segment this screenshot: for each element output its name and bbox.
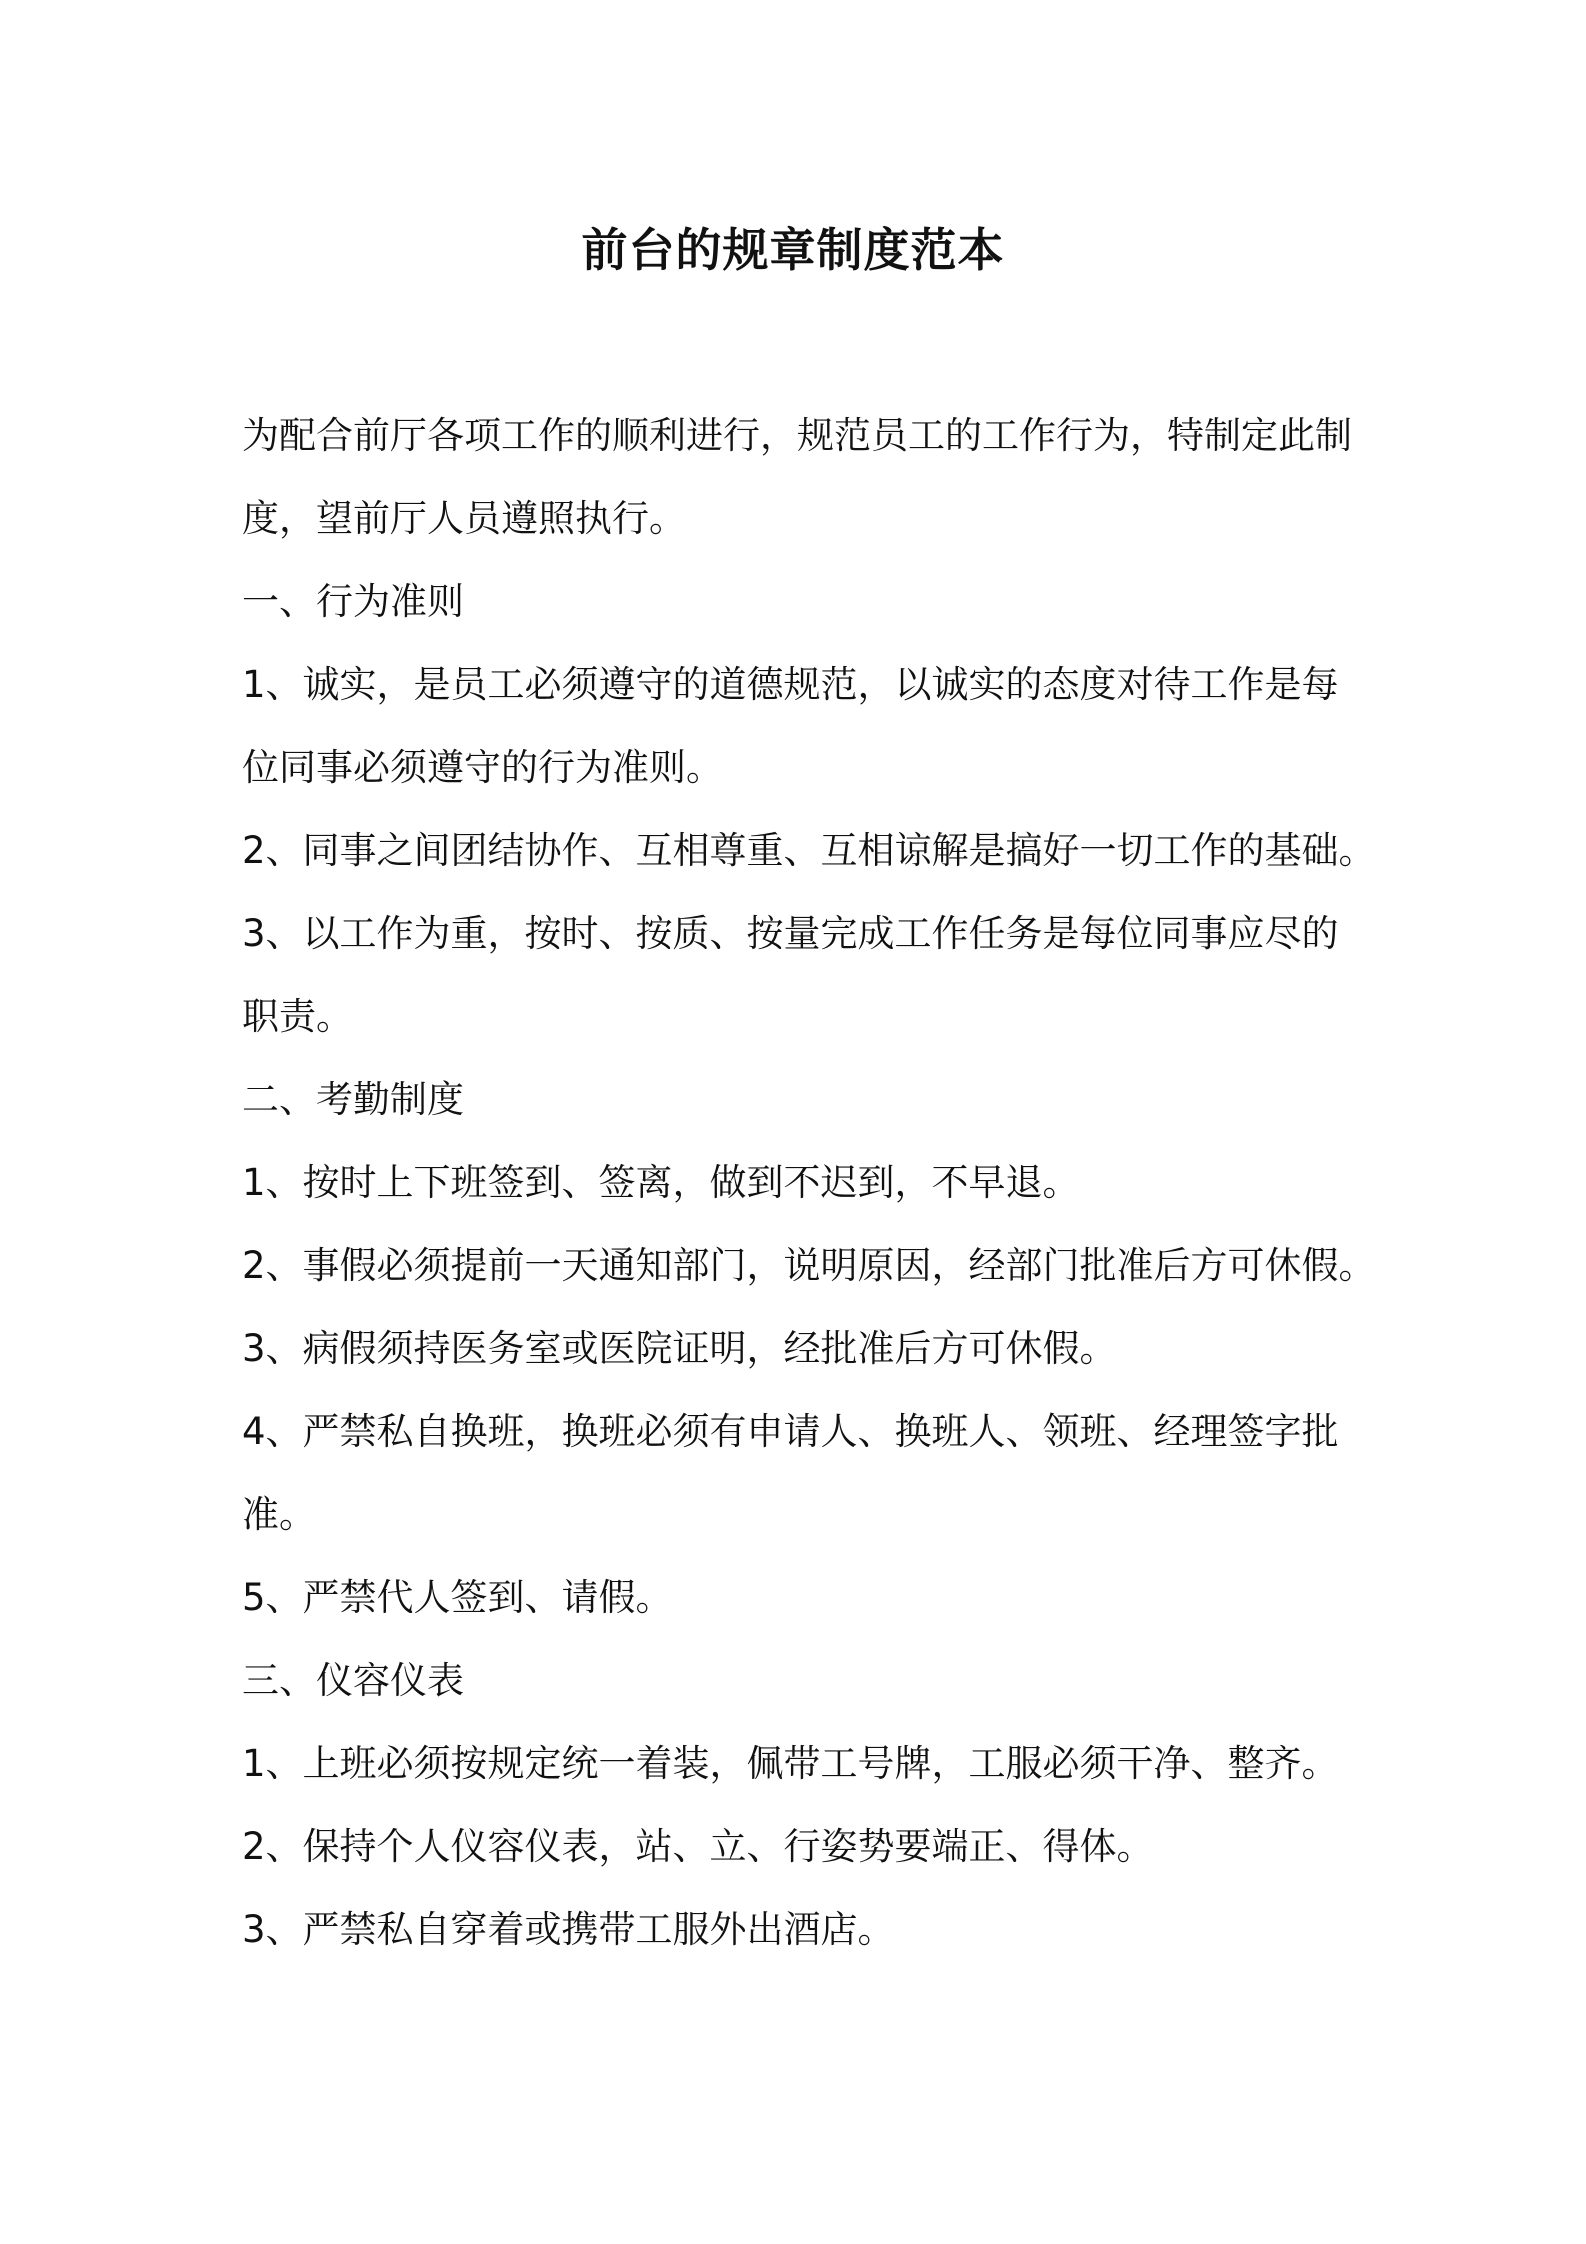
- document-body: [242, 394, 1376, 1971]
- section-heading: 二、考勤制度: [242, 1078, 464, 1121]
- list-item-continuation: 职责。: [242, 995, 353, 1038]
- list-item: 3、严禁私自穿着或携带工服外出酒店。: [242, 1908, 895, 1951]
- list-item: 3、病假须持医务室或医院证明，经批准后方可休假。: [242, 1327, 1117, 1370]
- list-item-continuation: 准。: [242, 1493, 316, 1536]
- list-item: 3、以工作为重，按时、按质、按量完成工作任务是每位同事应尽的: [242, 912, 1339, 955]
- list-item: 2、事假必须提前一天通知部门，说明原因，经部门批准后方可休假。: [242, 1244, 1376, 1287]
- paragraph-line: 为配合前厅各项工作的顺利进行，规范员工的工作行为，特制定此制: [242, 414, 1352, 457]
- list-item: 1、上班必须按规定统一着装，佩带工号牌，工服必须干净、整齐。: [242, 1742, 1339, 1785]
- list-item: 1、按时上下班签到、签离，做到不迟到，不早退。: [242, 1161, 1080, 1204]
- list-item: 2、同事之间团结协作、互相尊重、互相谅解是搞好一切工作的基础。: [242, 829, 1376, 872]
- paragraph-line: 度，望前厅人员遵照执行。: [242, 497, 686, 540]
- list-item: 2、保持个人仪容仪表，站、立、行姿势要端正、得体。: [242, 1825, 1154, 1868]
- list-item-continuation: 位同事必须遵守的行为准则。: [242, 746, 723, 789]
- document-title: 前台的规章制度范本: [581, 223, 1005, 277]
- list-item: 1、诚实，是员工必须遵守的道德规范，以诚实的态度对待工作是每: [242, 663, 1339, 706]
- section-heading: 三、仪容仪表: [242, 1659, 464, 1702]
- list-item: 4、严禁私自换班，换班必须有申请人、换班人、领班、经理签字批: [242, 1410, 1339, 1453]
- section-heading: 一、行为准则: [242, 580, 464, 623]
- list-item: 5、严禁代人签到、请假。: [242, 1576, 673, 1619]
